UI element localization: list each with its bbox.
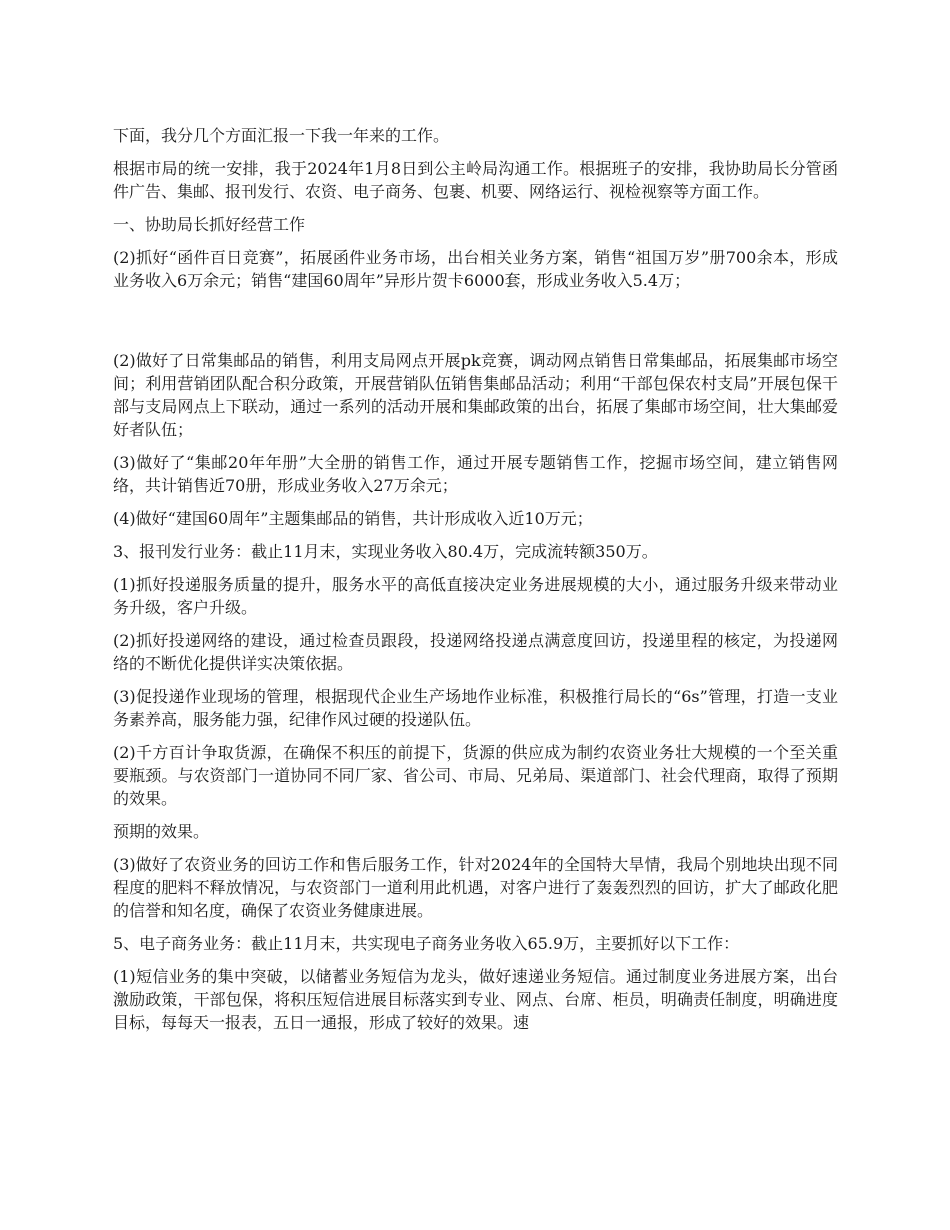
paragraph-intro: 下面，我分几个方面汇报一下我一年来的工作。: [113, 126, 450, 145]
paragraph-expected-effect: 预期的效果。: [113, 822, 210, 841]
document-body: [113, 124, 838, 1044]
blank-gap: [113, 302, 838, 349]
paragraph-followup: (3)做好了农资业务的回访工作和售后服务工作，针对2024年的全国特大旱情，我局个别地块出现不同程度的肥料不释放情况，与农资部门一道利用此机遇，对客户进行了轰轰烈烈的回访，扩大了邮政化肥的信誉和知名度，确保了农资业务健康进展。: [113, 855, 838, 920]
paragraph-sms: (1)短信业务的集中突破，以储蓄业务短信为龙头，做好速递业务短信。通过制度业务进展方案，出台激励政策，干部包保，将积压短信进展目标落实到专业、网点、台席、柜员，明确责任制度，明确进度目标，每每天一报表，五日一通报，形成了较好的效果。速: [113, 967, 838, 1032]
paragraph-newspaper-distribution: 3、报刊发行业务：截止11月末，实现业务收入80.4万，完成流转额350万。: [113, 542, 658, 561]
paragraph-anniversary-stamps: (4)做好“建国60周年”主题集邮品的销售，共计形成收入近10万元；: [113, 509, 593, 528]
paragraph-ecommerce: 5、电子商务业务：截止11月末，共实现电子商务业务收入65.9万，主要抓好以下工作：: [113, 934, 740, 953]
section-heading-operations: 一、协助局长抓好经营工作: [113, 215, 306, 234]
paragraph-letter-competition: (2)抓好“函件百日竞赛”，拓展函件业务市场，出台相关业务方案，销售“祖国万岁”册700余本，形成业务收入6万余元；销售“建国60周年”异形片贺卡6000套，形成业务收入5.4万；: [113, 248, 838, 290]
paragraph-delivery-network: (2)抓好投递网络的建设，通过检查员跟段，投递网络投递点满意度回访，投递里程的核定，为投递网络的不断优化提供详实决策依据。: [113, 631, 838, 673]
paragraph-assignment: 根据市局的统一安排，我于2024年1月8日到公主岭局沟通工作。根据班子的安排，我协助局长分管函件广告、集邮、报刊发行、农资、电子商务、包裹、机要、网络运行、视检视察等方面工作。: [113, 159, 838, 201]
paragraph-supply: (2)千方百计争取货源，在确保不积压的前提下，货源的供应成为制约农资业务壮大规模的一个至关重要瓶颈。与农资部门一道协同不同厂家、省公司、市局、兄弟局、渠道部门、社会代理商，取得了预期的效果。: [113, 743, 838, 808]
paragraph-delivery-quality: (1)抓好投递服务质量的提升，服务水平的高低直接决定业务进展规模的大小，通过服务升级来带动业务升级，客户升级。: [113, 575, 838, 617]
paragraph-stamp-yearbook: (3)做好了“集邮20年年册”大全册的销售工作，通过开展专题销售工作，挖掘市场空间，建立销售网络，共计销售近70册，形成业务收入27万余元；: [113, 453, 838, 495]
paragraph-stamp-sales: (2)做好了日常集邮品的销售，利用支局网点开展pk竞赛，调动网点销售日常集邮品，拓展集邮市场空间；利用营销团队配合积分政策，开展营销队伍销售集邮品活动；利用“干部包保农村支局”开展包保干部与支局网点上下联动，通过一系列的活动开展和集邮政策的出台，拓展了集邮市场空间，壮大集邮爱好者队伍；: [113, 351, 838, 439]
paragraph-delivery-site: (3)促投递作业现场的管理，根据现代企业生产场地作业标准，积极推行局长的“6s”管理，打造一支业务素养高，服务能力强，纪律作风过硬的投递队伍。: [113, 687, 838, 729]
